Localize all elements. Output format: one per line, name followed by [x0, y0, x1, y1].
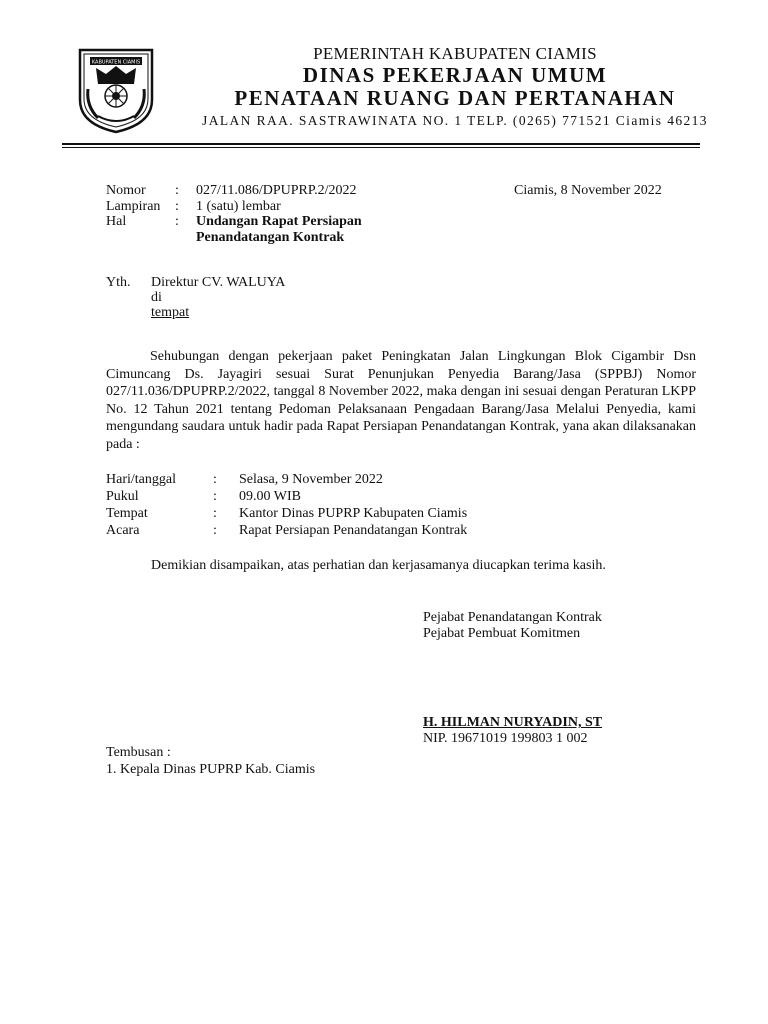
svg-text:KABUPATEN CIAMIS: KABUPATEN CIAMIS — [91, 59, 141, 66]
detail-colon: : — [213, 472, 217, 487]
office-address: JALAN RAA. SASTRAWINATA NO. 1 TELP. (0265) 771521 Ciamis 46213 — [202, 113, 708, 128]
recipient-place: tempat — [151, 305, 190, 320]
cc-label: Tembusan : — [106, 745, 171, 760]
detail-value-day: Selasa, 9 November 2022 — [239, 472, 383, 487]
place-date: Ciamis, 8 November 2022 — [514, 183, 662, 198]
signer-nip: NIP. 19671019 199803 1 002 — [423, 731, 588, 746]
nomor-label: Nomor — [106, 183, 146, 198]
cc-item: 1. Kepala Dinas PUPRP Kab. Ciamis — [106, 762, 316, 777]
detail-label-place: Tempat — [106, 506, 148, 521]
hal-value-line2: Penandatangan Kontrak — [196, 230, 345, 245]
detail-value-place: Kantor Dinas PUPRP Kabupaten Ciamis — [239, 506, 468, 521]
detail-label-day: Hari/tanggal — [106, 472, 176, 487]
nomor-value: 027/11.086/DPUPRP.2/2022 — [196, 183, 357, 198]
detail-label-time: Pukul — [106, 489, 139, 504]
detail-colon: : — [213, 489, 217, 504]
recipient-name: Direktur CV. WALUYA — [151, 275, 286, 290]
signer-role-2: Pejabat Pembuat Komitmen — [423, 626, 581, 641]
hal-label: Hal — [106, 214, 127, 229]
letterhead-rule-thick — [62, 143, 700, 145]
lampiran-colon: : — [175, 199, 179, 214]
closing-sentence: Demikian disampaikan, atas perhatian dan kerjasamanya diucapkan terima kasih. — [151, 558, 606, 573]
signer-name: H. HILMAN NURYADIN, ST — [423, 715, 603, 730]
nomor-colon: : — [175, 183, 179, 198]
government-name: PEMERINTAH KABUPATEN CIAMIS — [313, 44, 597, 63]
recipient-di: di — [151, 290, 162, 305]
detail-label-agenda: Acara — [106, 523, 140, 538]
signer-role-1: Pejabat Penandatangan Kontrak — [423, 610, 602, 625]
regency-logo — [76, 44, 156, 134]
lampiran-label: Lampiran — [106, 199, 161, 214]
department-name-line1: DINAS PEKERJAAN UMUM — [302, 63, 608, 87]
lampiran-value: 1 (satu) lembar — [196, 199, 281, 214]
yth-label: Yth. — [106, 275, 131, 290]
detail-value-time: 09.00 WIB — [239, 489, 301, 504]
body-paragraph: Sehubungan dengan pekerjaan paket Peningkatan Jalan Lingkungan Blok Cigambir Dsn Cimuncang Ds. Jayagiri sesuai Surat Penunjukan Penyedia Barang/Jasa (SPPBJ) Nomor 027/11.036/DPUPRP.2/2022, tanggal 8 November 2022, maka dengan ini sesuai dengan Peraturan LKPP No. 12 Tahun 2021 tentang Pedoman Pelaksanaan Pengadaan Barang/Jasa Melalui Penyedia, kami mengundang saudara untuk hadir pada Rapat Persiapan Penandatangan Kontrak, yana akan dilaksanakan pada : — [106, 349, 696, 452]
department-name-line2: PENATAAN RUANG DAN PERTANAHAN — [234, 86, 676, 110]
detail-value-agenda: Rapat Persiapan Penandatangan Kontrak — [239, 523, 468, 538]
letterhead-rule-thin — [62, 147, 700, 148]
detail-colon: : — [213, 506, 217, 521]
hal-value-line1: Undangan Rapat Persiapan — [196, 214, 362, 229]
detail-colon: : — [213, 523, 217, 538]
hal-colon: : — [175, 214, 179, 229]
